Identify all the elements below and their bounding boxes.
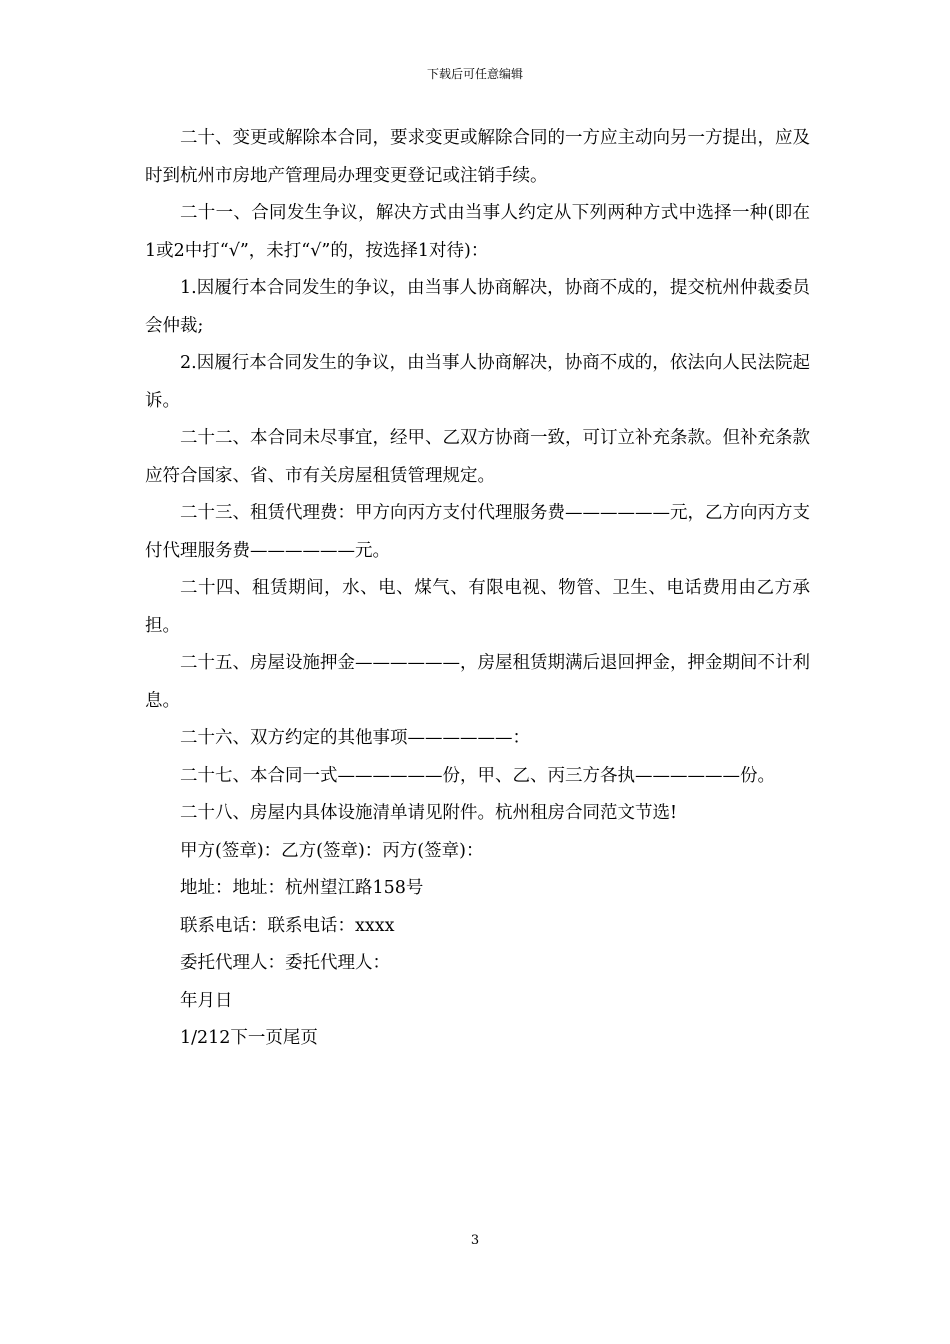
agent-line: 委托代理人：委托代理人：: [180, 953, 390, 973]
clause-26: 二十六、双方约定的其他事项——————：: [180, 728, 530, 748]
clause-21: 二十一、合同发生争议，解决方式由当事人约定从下列两种方式中选择一种(即在1或2中打“√”，未打“√”的，按选择1对待)：: [145, 203, 810, 261]
clause-27: 二十七、本合同一式——————份，甲、乙、丙三方各执——————份。: [180, 765, 775, 786]
phone-line: 联系电话：联系电话：xxxx: [180, 915, 395, 936]
clause-21-option-1: 1.因履行本合同发生的争议，由当事人协商解决，协商不成的，提交杭州仲裁委员会仲裁;: [145, 278, 810, 336]
clause-23: 二十三、租赁代理费：甲方向丙方支付代理服务费——————元，乙方向丙方支付代理服务费——————元。: [145, 503, 810, 561]
clause-24: 二十四、租赁期间，水、电、煤气、有限电视、物管、卫生、电话费用由乙方承担。: [145, 578, 810, 636]
address-line: 地址：地址：杭州望江路158号: [180, 878, 424, 898]
clause-28: 二十八、房屋内具体设施清单请见附件。杭州租房合同范文节选!: [180, 803, 678, 823]
page-number: 3: [470, 1233, 480, 1248]
clause-21-option-2: 2.因履行本合同发生的争议，由当事人协商解决，协商不成的，依法向人民法院起诉。: [145, 353, 810, 411]
signature-line: 甲方(签章)：乙方(签章)：丙方(签章)：: [180, 840, 484, 861]
clause-25: 二十五、房屋设施押金——————，房屋租赁期满后退回押金，押金期间不计利息。: [145, 653, 810, 711]
pagination-text: 1/212下一页尾页: [180, 1028, 318, 1048]
document-body: [145, 120, 810, 1058]
clause-22: 二十二、本合同未尽事宜，经甲、乙双方协商一致，可订立补充条款。但补充条款应符合国家、省、市有关房屋租赁管理规定。: [145, 428, 810, 486]
clause-20: 二十、变更或解除本合同，要求变更或解除合同的一方应主动向另一方提出，应及时到杭州市房地产管理局办理变更登记或注销手续。: [145, 128, 810, 186]
date-line: 年月日: [180, 990, 233, 1011]
page-header: 下载后可任意编辑: [426, 67, 523, 81]
